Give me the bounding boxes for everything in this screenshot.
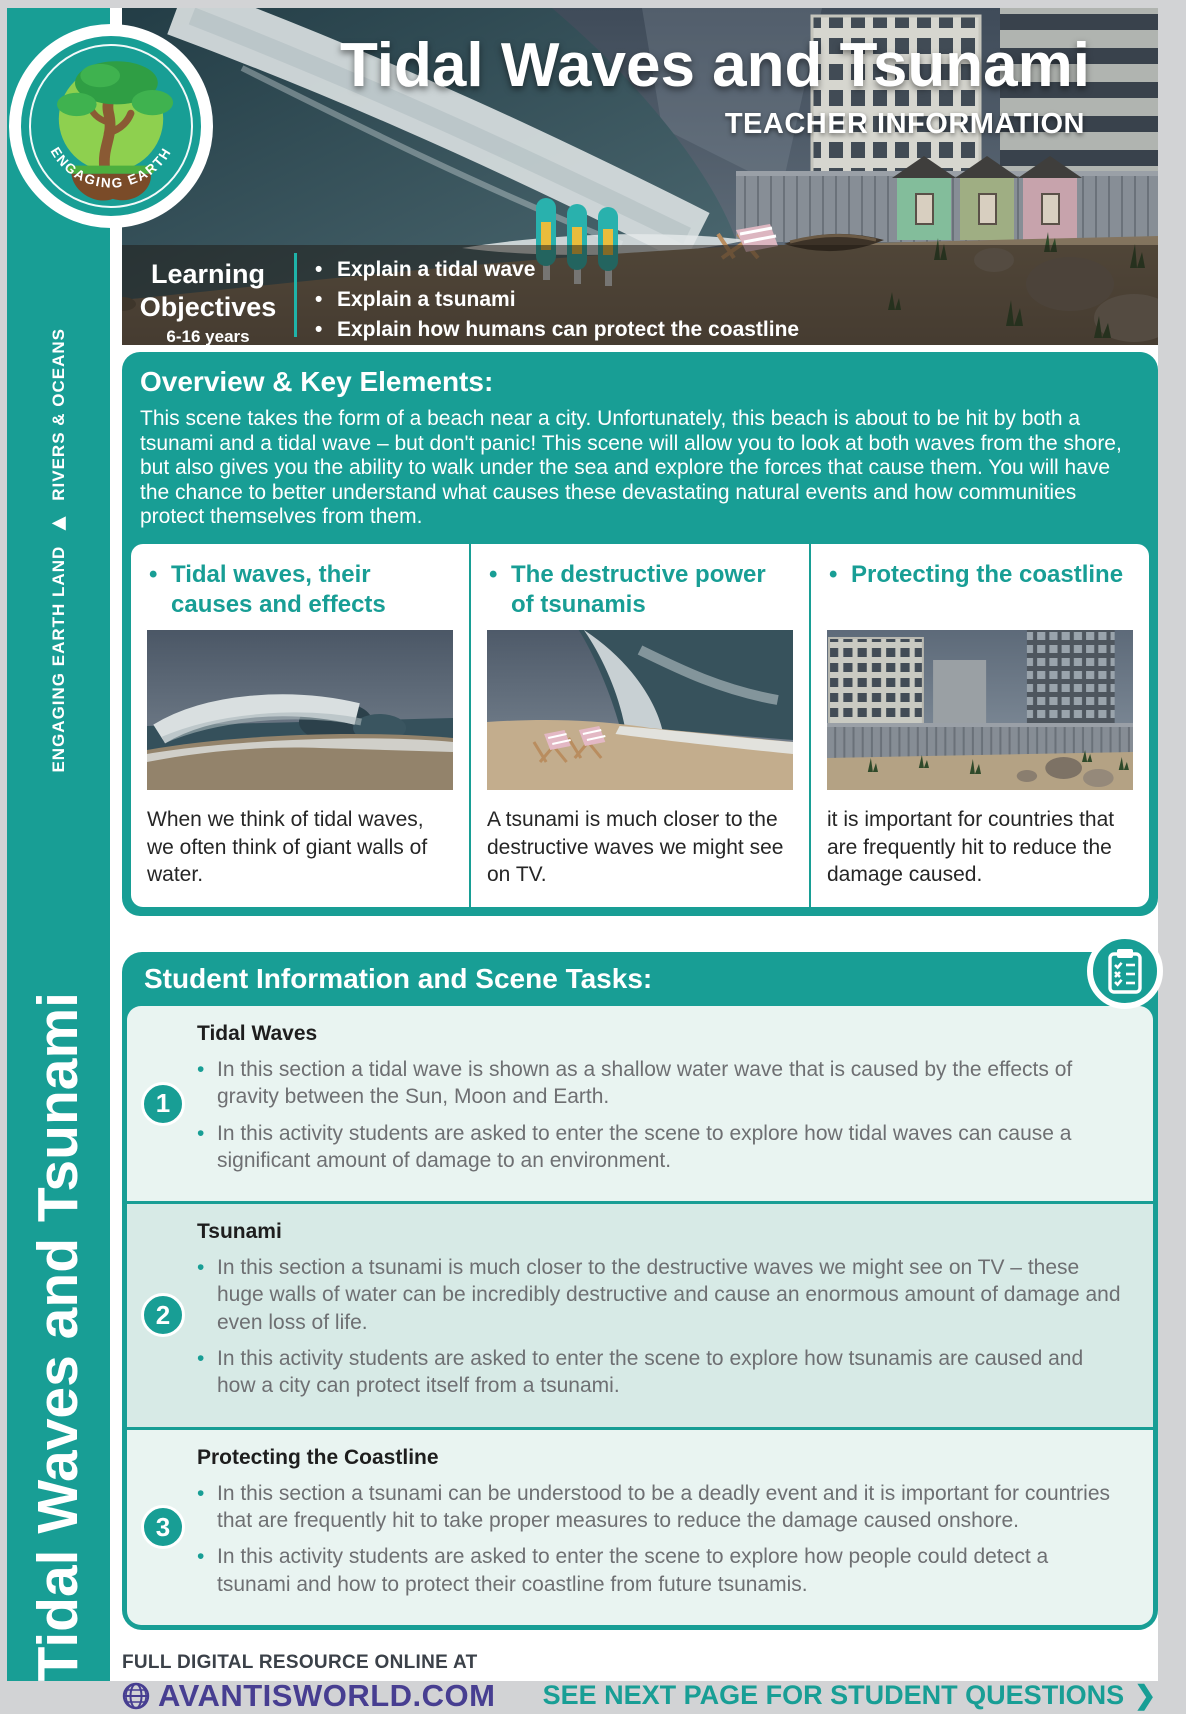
- tsunami-image: [487, 630, 793, 790]
- task-number-badge: 3: [141, 1505, 185, 1549]
- objectives-label-line1: Learning: [150, 259, 265, 289]
- tasks-heading: Student Information and Scene Tasks:: [144, 962, 653, 994]
- objective-item: • Explain how humans can protect the coastline: [315, 315, 799, 345]
- engaging-earth-logo: [9, 24, 213, 228]
- logo-tree-icon: [21, 36, 201, 216]
- resource-label: FULL DIGITAL RESOURCE ONLINE AT: [122, 1651, 478, 1673]
- logo-curved-text: ENGAGING EARTH: [47, 144, 175, 191]
- task-bullet: • In this section a tsunami can be understood to be a deadly event and it is important for countries that are frequently hit to take proper measures to reduce the damage caused onshore.: [197, 1480, 1127, 1535]
- objectives-list: [297, 245, 799, 345]
- learning-objectives-bar: [122, 245, 1158, 345]
- objectives-label-line2: Objectives: [139, 291, 277, 322]
- task-tidal-waves: [127, 1006, 1153, 1201]
- page-subtitle: TEACHER INFORMATION: [724, 108, 1085, 140]
- document-page: [7, 8, 1158, 1713]
- overview-column-coastline: [809, 544, 1149, 907]
- website-url[interactable]: AVANTISWORLD.COM: [158, 1677, 496, 1713]
- footer: [122, 1652, 1158, 1714]
- series-arrow-icon: ▶: [48, 512, 68, 534]
- student-tasks-panel: [122, 952, 1158, 1630]
- header-hero: [122, 8, 1158, 345]
- overview-panel: [122, 352, 1158, 916]
- task-title: Tidal Waves: [197, 1021, 318, 1045]
- task-bullet: • In this activity students are asked to enter the scene to explore how tidal waves can cause a significant amount of damage to an environment.: [197, 1120, 1127, 1175]
- overview-heading: Overview & Key Elements:: [140, 366, 494, 397]
- task-bullet: • In this section a tsunami is much closer to the destructive waves we might see on TV – these huge walls of water can be incredibly destructive and cause an enormous amount of damage and even loss of life.: [197, 1254, 1127, 1336]
- column-caption: When we think of tidal waves, we often think of giant walls of water.: [147, 807, 428, 887]
- overview-body: This scene takes the form of a beach near a city. Unfortunately, this beach is about to be hit by both a tsunami and a tidal wave – but don't panic! This scene will allow you to look at both waves from the shore, but also gives you the ability to walk under the sea and explore the forces that cause them. You will have the chance to better understand what causes these devastating natural events and how communities protect themselves from them.: [140, 407, 1122, 529]
- task-bullet: • In this section a tidal wave is shown as a shallow water wave that is caused by the effects of gravity between the Sun, Moon and Earth.: [197, 1056, 1127, 1111]
- clipboard-icon: [1086, 932, 1164, 1010]
- tidal-wave-image: [147, 630, 453, 790]
- objective-item: • Explain a tidal wave: [315, 255, 799, 285]
- column-heading: • Protecting the coastline: [827, 560, 1133, 622]
- next-page-arrow-icon: ❯: [1134, 1679, 1156, 1710]
- website-link[interactable]: [122, 1678, 495, 1714]
- age-range: 6-16 years: [166, 326, 250, 345]
- column-heading: • The destructive power of tsunamis: [487, 560, 793, 622]
- task-title: Tsunami: [197, 1220, 282, 1244]
- column-heading: • Tidal waves, their causes and effects: [147, 560, 453, 622]
- next-page-link[interactable]: [543, 1680, 1156, 1714]
- overview-column-tidal-waves: [131, 544, 469, 907]
- next-page-label[interactable]: SEE NEXT PAGE FOR STUDENT QUESTIONS: [542, 1679, 1125, 1710]
- sidebar: [7, 8, 110, 1681]
- task-bullet: • In this activity students are asked to enter the scene to explore how people could detect a tsunami and how to protect their coastline from future tsunamis.: [197, 1543, 1127, 1598]
- page-title: Tidal Waves and Tsunami: [340, 31, 1090, 100]
- series-sublabel: RIVERS & OCEANS: [48, 327, 68, 501]
- series-breadcrumb: [7, 300, 110, 800]
- overview-columns: [131, 544, 1149, 907]
- task-number-badge: 1: [141, 1082, 185, 1126]
- task-title: Protecting the Coastline: [197, 1445, 439, 1469]
- task-number-badge: 2: [141, 1293, 185, 1337]
- coastline-city-image: [827, 630, 1133, 790]
- svg-text:ENGAGING EARTH: [48, 144, 175, 190]
- objective-item: • Explain a tsunami: [315, 285, 799, 315]
- globe-icon: [122, 1682, 150, 1710]
- series-label: ENGAGING EARTH LAND: [48, 545, 68, 773]
- overview-column-tsunami: [469, 544, 809, 907]
- column-caption: A tsunami is much closer to the destructive waves we might see on TV.: [487, 807, 784, 887]
- task-tsunami: [127, 1201, 1153, 1426]
- task-protecting-coastline: [127, 1427, 1153, 1625]
- column-caption: it is important for countries that are frequently hit to reduce the damage caused.: [827, 807, 1115, 887]
- sidebar-vertical-title: Tidal Waves and Tsunami: [26, 991, 90, 1681]
- task-bullet: • In this activity students are asked to enter the scene to explore how tsunamis are caused and how a city can protect itself from a tsunami.: [197, 1345, 1127, 1400]
